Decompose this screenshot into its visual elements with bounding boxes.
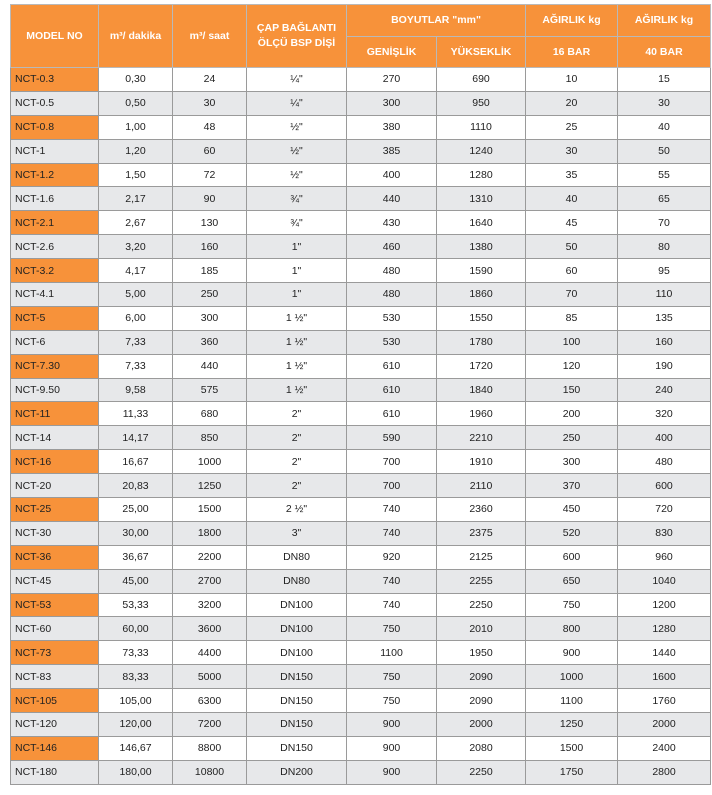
cell-weight-40: 1440	[618, 641, 711, 665]
cell-height: 1840	[437, 378, 526, 402]
cell-weight-40: 480	[618, 450, 711, 474]
cell-pipe-size: 1 ½"	[247, 354, 347, 378]
cell-pipe-size: ½"	[247, 139, 347, 163]
cell-weight-16: 25	[526, 115, 618, 139]
cell-weight-40: 110	[618, 283, 711, 307]
cell-m3-min: 0,50	[99, 91, 173, 115]
cell-m3-hour: 680	[173, 402, 247, 426]
cell-model: NCT-20	[11, 474, 99, 498]
col-header-weight-40-sub: 40 BAR	[618, 37, 711, 68]
cell-model: NCT-11	[11, 402, 99, 426]
cell-width: 750	[347, 617, 437, 641]
cell-height: 1640	[437, 211, 526, 235]
cell-pipe-size: 2"	[247, 450, 347, 474]
table-row	[11, 139, 711, 163]
cell-height: 1110	[437, 115, 526, 139]
cell-weight-40: 1200	[618, 593, 711, 617]
cell-weight-16: 120	[526, 354, 618, 378]
cell-height: 1550	[437, 306, 526, 330]
cell-width: 740	[347, 498, 437, 522]
cell-m3-min: 73,33	[99, 641, 173, 665]
table-row	[11, 545, 711, 569]
cell-m3-hour: 3600	[173, 617, 247, 641]
cell-m3-min: 5,00	[99, 283, 173, 307]
cell-m3-hour: 850	[173, 426, 247, 450]
header-row-1	[11, 5, 711, 37]
cell-weight-40: 600	[618, 474, 711, 498]
cell-model: NCT-16	[11, 450, 99, 474]
cell-weight-40: 400	[618, 426, 711, 450]
table-row	[11, 665, 711, 689]
cell-model: NCT-1.2	[11, 163, 99, 187]
cell-pipe-size: ¾"	[247, 187, 347, 211]
cell-weight-40: 1600	[618, 665, 711, 689]
cell-m3-hour: 2200	[173, 545, 247, 569]
cell-weight-40: 1040	[618, 569, 711, 593]
cell-width: 385	[347, 139, 437, 163]
cell-m3-hour: 10800	[173, 760, 247, 784]
cell-m3-min: 45,00	[99, 569, 173, 593]
cell-weight-16: 1750	[526, 760, 618, 784]
cell-width: 430	[347, 211, 437, 235]
cell-m3-min: 60,00	[99, 617, 173, 641]
cell-pipe-size: DN100	[247, 593, 347, 617]
cell-width: 610	[347, 378, 437, 402]
cell-m3-hour: 1500	[173, 498, 247, 522]
cell-model: NCT-120	[11, 713, 99, 737]
col-header-model: MODEL NO	[11, 5, 99, 68]
cell-weight-16: 450	[526, 498, 618, 522]
cell-pipe-size: 2"	[247, 474, 347, 498]
cell-weight-40: 55	[618, 163, 711, 187]
cell-m3-hour: 30	[173, 91, 247, 115]
cell-height: 1950	[437, 641, 526, 665]
cell-height: 690	[437, 68, 526, 92]
cell-model: NCT-30	[11, 521, 99, 545]
cell-m3-min: 9,58	[99, 378, 173, 402]
cell-m3-hour: 4400	[173, 641, 247, 665]
table-row	[11, 211, 711, 235]
cell-width: 380	[347, 115, 437, 139]
cell-width: 750	[347, 665, 437, 689]
cell-pipe-size: 1"	[247, 283, 347, 307]
cell-m3-hour: 160	[173, 235, 247, 259]
col-header-width: GENİŞLİK	[347, 37, 437, 68]
cell-height: 2250	[437, 760, 526, 784]
cell-width: 740	[347, 569, 437, 593]
cell-weight-16: 40	[526, 187, 618, 211]
cell-m3-min: 105,00	[99, 689, 173, 713]
cell-width: 920	[347, 545, 437, 569]
cell-weight-16: 35	[526, 163, 618, 187]
cell-height: 2375	[437, 521, 526, 545]
cell-weight-16: 60	[526, 259, 618, 283]
cell-model: NCT-1.6	[11, 187, 99, 211]
cell-height: 1720	[437, 354, 526, 378]
table-row	[11, 163, 711, 187]
cell-pipe-size: DN200	[247, 760, 347, 784]
cell-weight-16: 20	[526, 91, 618, 115]
table-body	[11, 68, 711, 785]
cell-pipe-size: 2 ½"	[247, 498, 347, 522]
cell-model: NCT-6	[11, 330, 99, 354]
cell-weight-16: 100	[526, 330, 618, 354]
cell-weight-16: 520	[526, 521, 618, 545]
cell-weight-40: 40	[618, 115, 711, 139]
cell-weight-40: 960	[618, 545, 711, 569]
cell-height: 2010	[437, 617, 526, 641]
cell-model: NCT-9.50	[11, 378, 99, 402]
cell-model: NCT-7.30	[11, 354, 99, 378]
cell-pipe-size: DN150	[247, 665, 347, 689]
cell-m3-hour: 440	[173, 354, 247, 378]
table-row	[11, 713, 711, 737]
cell-pipe-size: DN150	[247, 689, 347, 713]
cell-width: 590	[347, 426, 437, 450]
cell-width: 480	[347, 283, 437, 307]
cell-pipe-size: ¾"	[247, 211, 347, 235]
table-row	[11, 306, 711, 330]
cell-weight-16: 800	[526, 617, 618, 641]
cell-m3-min: 83,33	[99, 665, 173, 689]
cell-m3-hour: 24	[173, 68, 247, 92]
cell-m3-hour: 1250	[173, 474, 247, 498]
cell-m3-min: 180,00	[99, 760, 173, 784]
cell-weight-40: 50	[618, 139, 711, 163]
table-row	[11, 259, 711, 283]
cell-m3-hour: 2700	[173, 569, 247, 593]
cell-m3-min: 30,00	[99, 521, 173, 545]
cell-width: 460	[347, 235, 437, 259]
col-header-weight-16-sub: 16 BAR	[526, 37, 618, 68]
cell-pipe-size: DN100	[247, 617, 347, 641]
cell-m3-min: 1,20	[99, 139, 173, 163]
table-row	[11, 498, 711, 522]
cell-weight-40: 15	[618, 68, 711, 92]
cell-weight-16: 1250	[526, 713, 618, 737]
cell-m3-hour: 300	[173, 306, 247, 330]
cell-m3-hour: 72	[173, 163, 247, 187]
cell-model: NCT-14	[11, 426, 99, 450]
table-row	[11, 641, 711, 665]
cell-weight-16: 370	[526, 474, 618, 498]
cell-weight-40: 1280	[618, 617, 711, 641]
cell-m3-min: 14,17	[99, 426, 173, 450]
cell-m3-min: 20,83	[99, 474, 173, 498]
table-row	[11, 450, 711, 474]
cell-m3-hour: 1800	[173, 521, 247, 545]
cell-height: 950	[437, 91, 526, 115]
cell-model: NCT-25	[11, 498, 99, 522]
cell-width: 400	[347, 163, 437, 187]
cell-weight-40: 830	[618, 521, 711, 545]
cell-model: NCT-60	[11, 617, 99, 641]
cell-m3-min: 7,33	[99, 354, 173, 378]
table-row	[11, 115, 711, 139]
cell-pipe-size: ¼"	[247, 91, 347, 115]
cell-m3-hour: 6300	[173, 689, 247, 713]
cell-weight-40: 2400	[618, 736, 711, 760]
table-row	[11, 354, 711, 378]
cell-m3-min: 120,00	[99, 713, 173, 737]
table-row	[11, 283, 711, 307]
cell-m3-min: 1,50	[99, 163, 173, 187]
cell-m3-hour: 8800	[173, 736, 247, 760]
table-row	[11, 378, 711, 402]
cell-m3-min: 2,67	[99, 211, 173, 235]
cell-width: 740	[347, 593, 437, 617]
cell-weight-40: 2000	[618, 713, 711, 737]
cell-m3-hour: 48	[173, 115, 247, 139]
cell-model: NCT-4.1	[11, 283, 99, 307]
cell-weight-16: 50	[526, 235, 618, 259]
cell-m3-min: 11,33	[99, 402, 173, 426]
cell-height: 2110	[437, 474, 526, 498]
cell-width: 610	[347, 402, 437, 426]
cell-height: 2255	[437, 569, 526, 593]
cell-pipe-size: 1"	[247, 235, 347, 259]
cell-pipe-size: 1 ½"	[247, 306, 347, 330]
cell-pipe-size: DN150	[247, 736, 347, 760]
cell-model: NCT-45	[11, 569, 99, 593]
cell-m3-hour: 90	[173, 187, 247, 211]
cell-model: NCT-180	[11, 760, 99, 784]
cell-height: 1280	[437, 163, 526, 187]
cell-pipe-size: DN100	[247, 641, 347, 665]
cell-model: NCT-83	[11, 665, 99, 689]
cell-weight-16: 650	[526, 569, 618, 593]
table-row	[11, 330, 711, 354]
cell-height: 2210	[437, 426, 526, 450]
cell-m3-min: 1,00	[99, 115, 173, 139]
cell-weight-16: 1000	[526, 665, 618, 689]
cell-model: NCT-2.1	[11, 211, 99, 235]
cell-weight-16: 1100	[526, 689, 618, 713]
table-row	[11, 689, 711, 713]
table-row	[11, 402, 711, 426]
cell-height: 1590	[437, 259, 526, 283]
cell-model: NCT-1	[11, 139, 99, 163]
col-header-weight-40-title: AĞIRLIK kg	[618, 5, 711, 37]
cell-m3-hour: 575	[173, 378, 247, 402]
cell-weight-40: 70	[618, 211, 711, 235]
cell-pipe-size: ½"	[247, 163, 347, 187]
cell-weight-40: 65	[618, 187, 711, 211]
cell-m3-min: 3,20	[99, 235, 173, 259]
cell-pipe-size: ¼"	[247, 68, 347, 92]
cell-model: NCT-3.2	[11, 259, 99, 283]
cell-weight-40: 95	[618, 259, 711, 283]
cell-pipe-size: DN150	[247, 713, 347, 737]
cell-weight-40: 320	[618, 402, 711, 426]
table-header	[11, 5, 711, 68]
cell-weight-40: 240	[618, 378, 711, 402]
cell-m3-hour: 7200	[173, 713, 247, 737]
cell-weight-16: 200	[526, 402, 618, 426]
cell-weight-16: 750	[526, 593, 618, 617]
cell-model: NCT-53	[11, 593, 99, 617]
cell-m3-min: 36,67	[99, 545, 173, 569]
cell-width: 700	[347, 450, 437, 474]
cell-m3-min: 53,33	[99, 593, 173, 617]
cell-width: 270	[347, 68, 437, 92]
cell-m3-hour: 250	[173, 283, 247, 307]
cell-m3-min: 2,17	[99, 187, 173, 211]
cell-weight-16: 1500	[526, 736, 618, 760]
cell-height: 2000	[437, 713, 526, 737]
cell-weight-16: 85	[526, 306, 618, 330]
cell-height: 2250	[437, 593, 526, 617]
cell-weight-40: 135	[618, 306, 711, 330]
cell-m3-min: 146,67	[99, 736, 173, 760]
cell-width: 900	[347, 760, 437, 784]
cell-pipe-size: DN80	[247, 545, 347, 569]
cell-height: 1960	[437, 402, 526, 426]
cell-m3-hour: 360	[173, 330, 247, 354]
cell-width: 480	[347, 259, 437, 283]
cell-pipe-size: ½"	[247, 115, 347, 139]
col-header-height: YÜKSEKLİK	[437, 37, 526, 68]
cell-weight-40: 2800	[618, 760, 711, 784]
cell-pipe-size: 2"	[247, 426, 347, 450]
cell-pipe-size: DN80	[247, 569, 347, 593]
cell-width: 740	[347, 521, 437, 545]
cell-pipe-size: 1 ½"	[247, 330, 347, 354]
col-header-pipe-size: ÇAP BAĞLANTI ÖLÇÜ BSP DİŞİ	[247, 5, 347, 68]
cell-width: 700	[347, 474, 437, 498]
table-row	[11, 91, 711, 115]
cell-model: NCT-5	[11, 306, 99, 330]
cell-height: 1780	[437, 330, 526, 354]
cell-height: 1860	[437, 283, 526, 307]
cell-weight-16: 10	[526, 68, 618, 92]
col-header-m3-hour: m³/ saat	[173, 5, 247, 68]
cell-model: NCT-0.3	[11, 68, 99, 92]
cell-height: 2360	[437, 498, 526, 522]
cell-m3-min: 7,33	[99, 330, 173, 354]
table-row	[11, 736, 711, 760]
cell-m3-hour: 1000	[173, 450, 247, 474]
cell-height: 2080	[437, 736, 526, 760]
table-row	[11, 569, 711, 593]
cell-m3-min: 4,17	[99, 259, 173, 283]
cell-m3-min: 16,67	[99, 450, 173, 474]
cell-model: NCT-73	[11, 641, 99, 665]
cell-width: 900	[347, 713, 437, 737]
cell-model: NCT-105	[11, 689, 99, 713]
table-row	[11, 617, 711, 641]
cell-height: 1910	[437, 450, 526, 474]
cell-width: 440	[347, 187, 437, 211]
cell-weight-16: 250	[526, 426, 618, 450]
cell-m3-hour: 5000	[173, 665, 247, 689]
cell-weight-16: 150	[526, 378, 618, 402]
cell-weight-40: 30	[618, 91, 711, 115]
table-row	[11, 235, 711, 259]
cell-pipe-size: 2"	[247, 402, 347, 426]
cell-pipe-size: 3"	[247, 521, 347, 545]
cell-width: 530	[347, 330, 437, 354]
cell-weight-16: 70	[526, 283, 618, 307]
cell-height: 1380	[437, 235, 526, 259]
table-row	[11, 426, 711, 450]
cell-weight-16: 900	[526, 641, 618, 665]
cell-width: 1100	[347, 641, 437, 665]
cell-weight-16: 45	[526, 211, 618, 235]
cell-height: 2125	[437, 545, 526, 569]
cell-weight-16: 300	[526, 450, 618, 474]
cell-width: 530	[347, 306, 437, 330]
table-row	[11, 521, 711, 545]
col-header-dimensions: BOYUTLAR "mm"	[347, 5, 526, 37]
cell-m3-hour: 185	[173, 259, 247, 283]
cell-weight-40: 1760	[618, 689, 711, 713]
cell-weight-16: 30	[526, 139, 618, 163]
col-header-weight-16-title: AĞIRLIK kg	[526, 5, 618, 37]
table-row	[11, 187, 711, 211]
cell-weight-40: 80	[618, 235, 711, 259]
cell-height: 2090	[437, 665, 526, 689]
cell-height: 1240	[437, 139, 526, 163]
cell-width: 750	[347, 689, 437, 713]
cell-height: 1310	[437, 187, 526, 211]
cell-m3-min: 25,00	[99, 498, 173, 522]
cell-pipe-size: 1"	[247, 259, 347, 283]
cell-height: 2090	[437, 689, 526, 713]
table-row	[11, 474, 711, 498]
cell-weight-40: 720	[618, 498, 711, 522]
table-row	[11, 593, 711, 617]
table-row	[11, 68, 711, 92]
cell-model: NCT-36	[11, 545, 99, 569]
col-header-m3-min: m³/ dakika	[99, 5, 173, 68]
cell-m3-hour: 130	[173, 211, 247, 235]
cell-weight-16: 600	[526, 545, 618, 569]
cell-weight-40: 160	[618, 330, 711, 354]
spec-table	[10, 4, 711, 785]
cell-model: NCT-0.5	[11, 91, 99, 115]
table-row	[11, 760, 711, 784]
cell-model: NCT-146	[11, 736, 99, 760]
cell-width: 900	[347, 736, 437, 760]
cell-m3-min: 0,30	[99, 68, 173, 92]
cell-width: 300	[347, 91, 437, 115]
cell-m3-hour: 3200	[173, 593, 247, 617]
cell-m3-min: 6,00	[99, 306, 173, 330]
cell-model: NCT-2.6	[11, 235, 99, 259]
cell-m3-hour: 60	[173, 139, 247, 163]
cell-model: NCT-0.8	[11, 115, 99, 139]
cell-pipe-size: 1 ½"	[247, 378, 347, 402]
cell-weight-40: 190	[618, 354, 711, 378]
cell-width: 610	[347, 354, 437, 378]
